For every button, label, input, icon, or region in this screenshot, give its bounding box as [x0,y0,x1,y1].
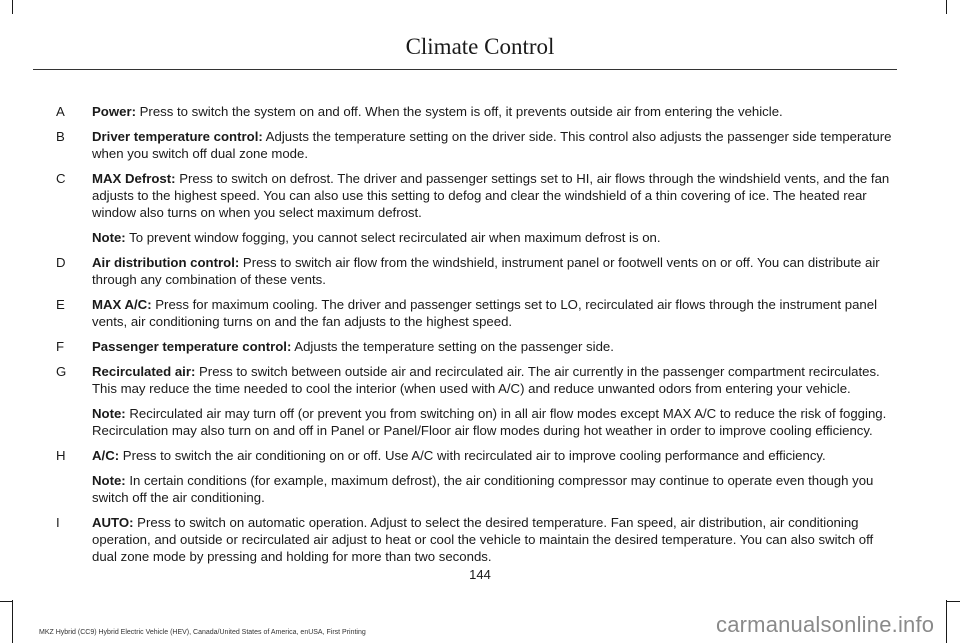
entry-b [56,128,896,162]
crop-mark-bottom-right-v [946,600,947,643]
entry-description: Adjusts the temperature setting on the driver side. This control also adjusts the passenger side temperature when you switch off dual zone mode. [92,129,892,161]
entry-label: Air distribution control: [92,255,240,270]
entry-description: Press to switch air flow from the windshield, instrument panel or footwell vents on or off. You can distribute air through any combination of these vents. [92,255,880,287]
entry-letter: B [56,129,65,144]
entry-text [92,296,896,330]
entry-f [56,338,896,355]
footer-text: MKZ Hybrid (CC9) Hybrid Electric Vehicle (HEV), Canada/United States of America, enUSA, First Printing [39,629,366,636]
entry-letter: A [56,104,65,119]
entry-label: AUTO: [92,515,134,530]
entry-text [92,514,896,565]
note-text: To prevent window fogging, you cannot select recirculated air when maximum defrost is on. [125,230,661,245]
entry-label: Passenger temperature control: [92,339,292,354]
entry-label: Power: [92,104,136,119]
note-text: Recirculated air may turn off (or prevent you from switching on) in all air flow modes except MAX A/C to reduce the risk of fogging. Recirculation may also turn on and off in Panel or Panel/Floor air flow modes during hot weather in order to improve cooling efficiency. [92,406,887,438]
entry-label: A/C: [92,448,120,463]
entry-description: Press for maximum cooling. The driver and passenger settings set to LO, recirculated air flows through the instrument panel vents, air conditioning turns on and the fan adjusts to the highest speed. [92,297,878,329]
entry-a [56,103,896,120]
entry-c [56,170,896,246]
entry-note [92,472,896,506]
entry-label: MAX Defrost: [92,171,176,186]
entry-description: Press to switch between outside air and recirculated air. The air currently in the passenger compartment recirculates. This may reduce the time needed to cool the interior (when used with A/C) and reduce unwanted odors from entering your vehicle. [92,364,880,396]
crop-mark-bottom-left-h [0,601,12,602]
entry-text [92,254,896,288]
entry-description: Press to switch on defrost. The driver and passenger settings set to HI, air flows through the windshield vents, and the fan adjusts to the highest speed. You can also use this setting to defog and clear the windshield of a thin covering of ice. The heated rear window also turns on when you select maximum defrost. [92,171,890,220]
entry-note [92,405,896,439]
crop-mark-bottom-left-v [12,600,13,643]
entry-text [92,338,896,355]
note-label: Note: [92,230,126,245]
page-number: 144 [469,567,491,582]
note-text: In certain conditions (for example, maximum defrost), the air conditioning compressor may continue to operate even though you switch off the air conditioning. [92,473,874,505]
entry-text [92,170,896,221]
entry-letter: G [56,364,67,379]
entry-text [92,128,896,162]
entry-description: Press to switch the system on and off. When the system is off, it prevents outside air from entering the vehicle. [135,104,783,119]
note-label: Note: [92,473,126,488]
entry-text [92,447,896,464]
crop-mark-bottom-right-h [946,601,960,602]
entry-label: MAX A/C: [92,297,152,312]
entry-text [92,363,896,397]
entry-letter: E [56,297,65,312]
entry-text [92,103,896,120]
header-rule [33,69,897,70]
entry-g [56,363,896,439]
entry-description: Adjusts the temperature setting on the passenger side. [291,339,614,354]
entry-letter: H [56,448,66,463]
crop-mark-top-left-v [12,0,13,14]
entry-letter: C [56,171,66,186]
page-title: Climate Control [405,34,555,59]
entry-label: Driver temperature control: [92,129,263,144]
entry-description: Press to switch on automatic operation. Adjust to select the desired temperature. Fan speed, air distribution, air conditioning operation, and outside or recirculated air adjust to heat or cool the vehicle to maintain the desired temperature. You can also switch off dual zone mode by pressing and holding for more than two seconds. [92,515,874,564]
watermark[interactable]: carmanualsonline.info [716,612,935,637]
control-descriptions [56,103,896,573]
note-label: Note: [92,406,126,421]
entry-letter: I [56,515,60,530]
entry-d [56,254,896,288]
entry-label: Recirculated air: [92,364,196,379]
entry-h [56,447,896,506]
entry-description: Press to switch the air conditioning on or off. Use A/C with recirculated air to improve cooling performance and efficiency. [119,448,826,463]
crop-mark-top-right-v [946,0,947,14]
entry-letter: F [56,339,65,354]
entry-e [56,296,896,330]
entry-i [56,514,896,565]
entry-letter: D [56,255,66,270]
entry-note [92,229,896,246]
